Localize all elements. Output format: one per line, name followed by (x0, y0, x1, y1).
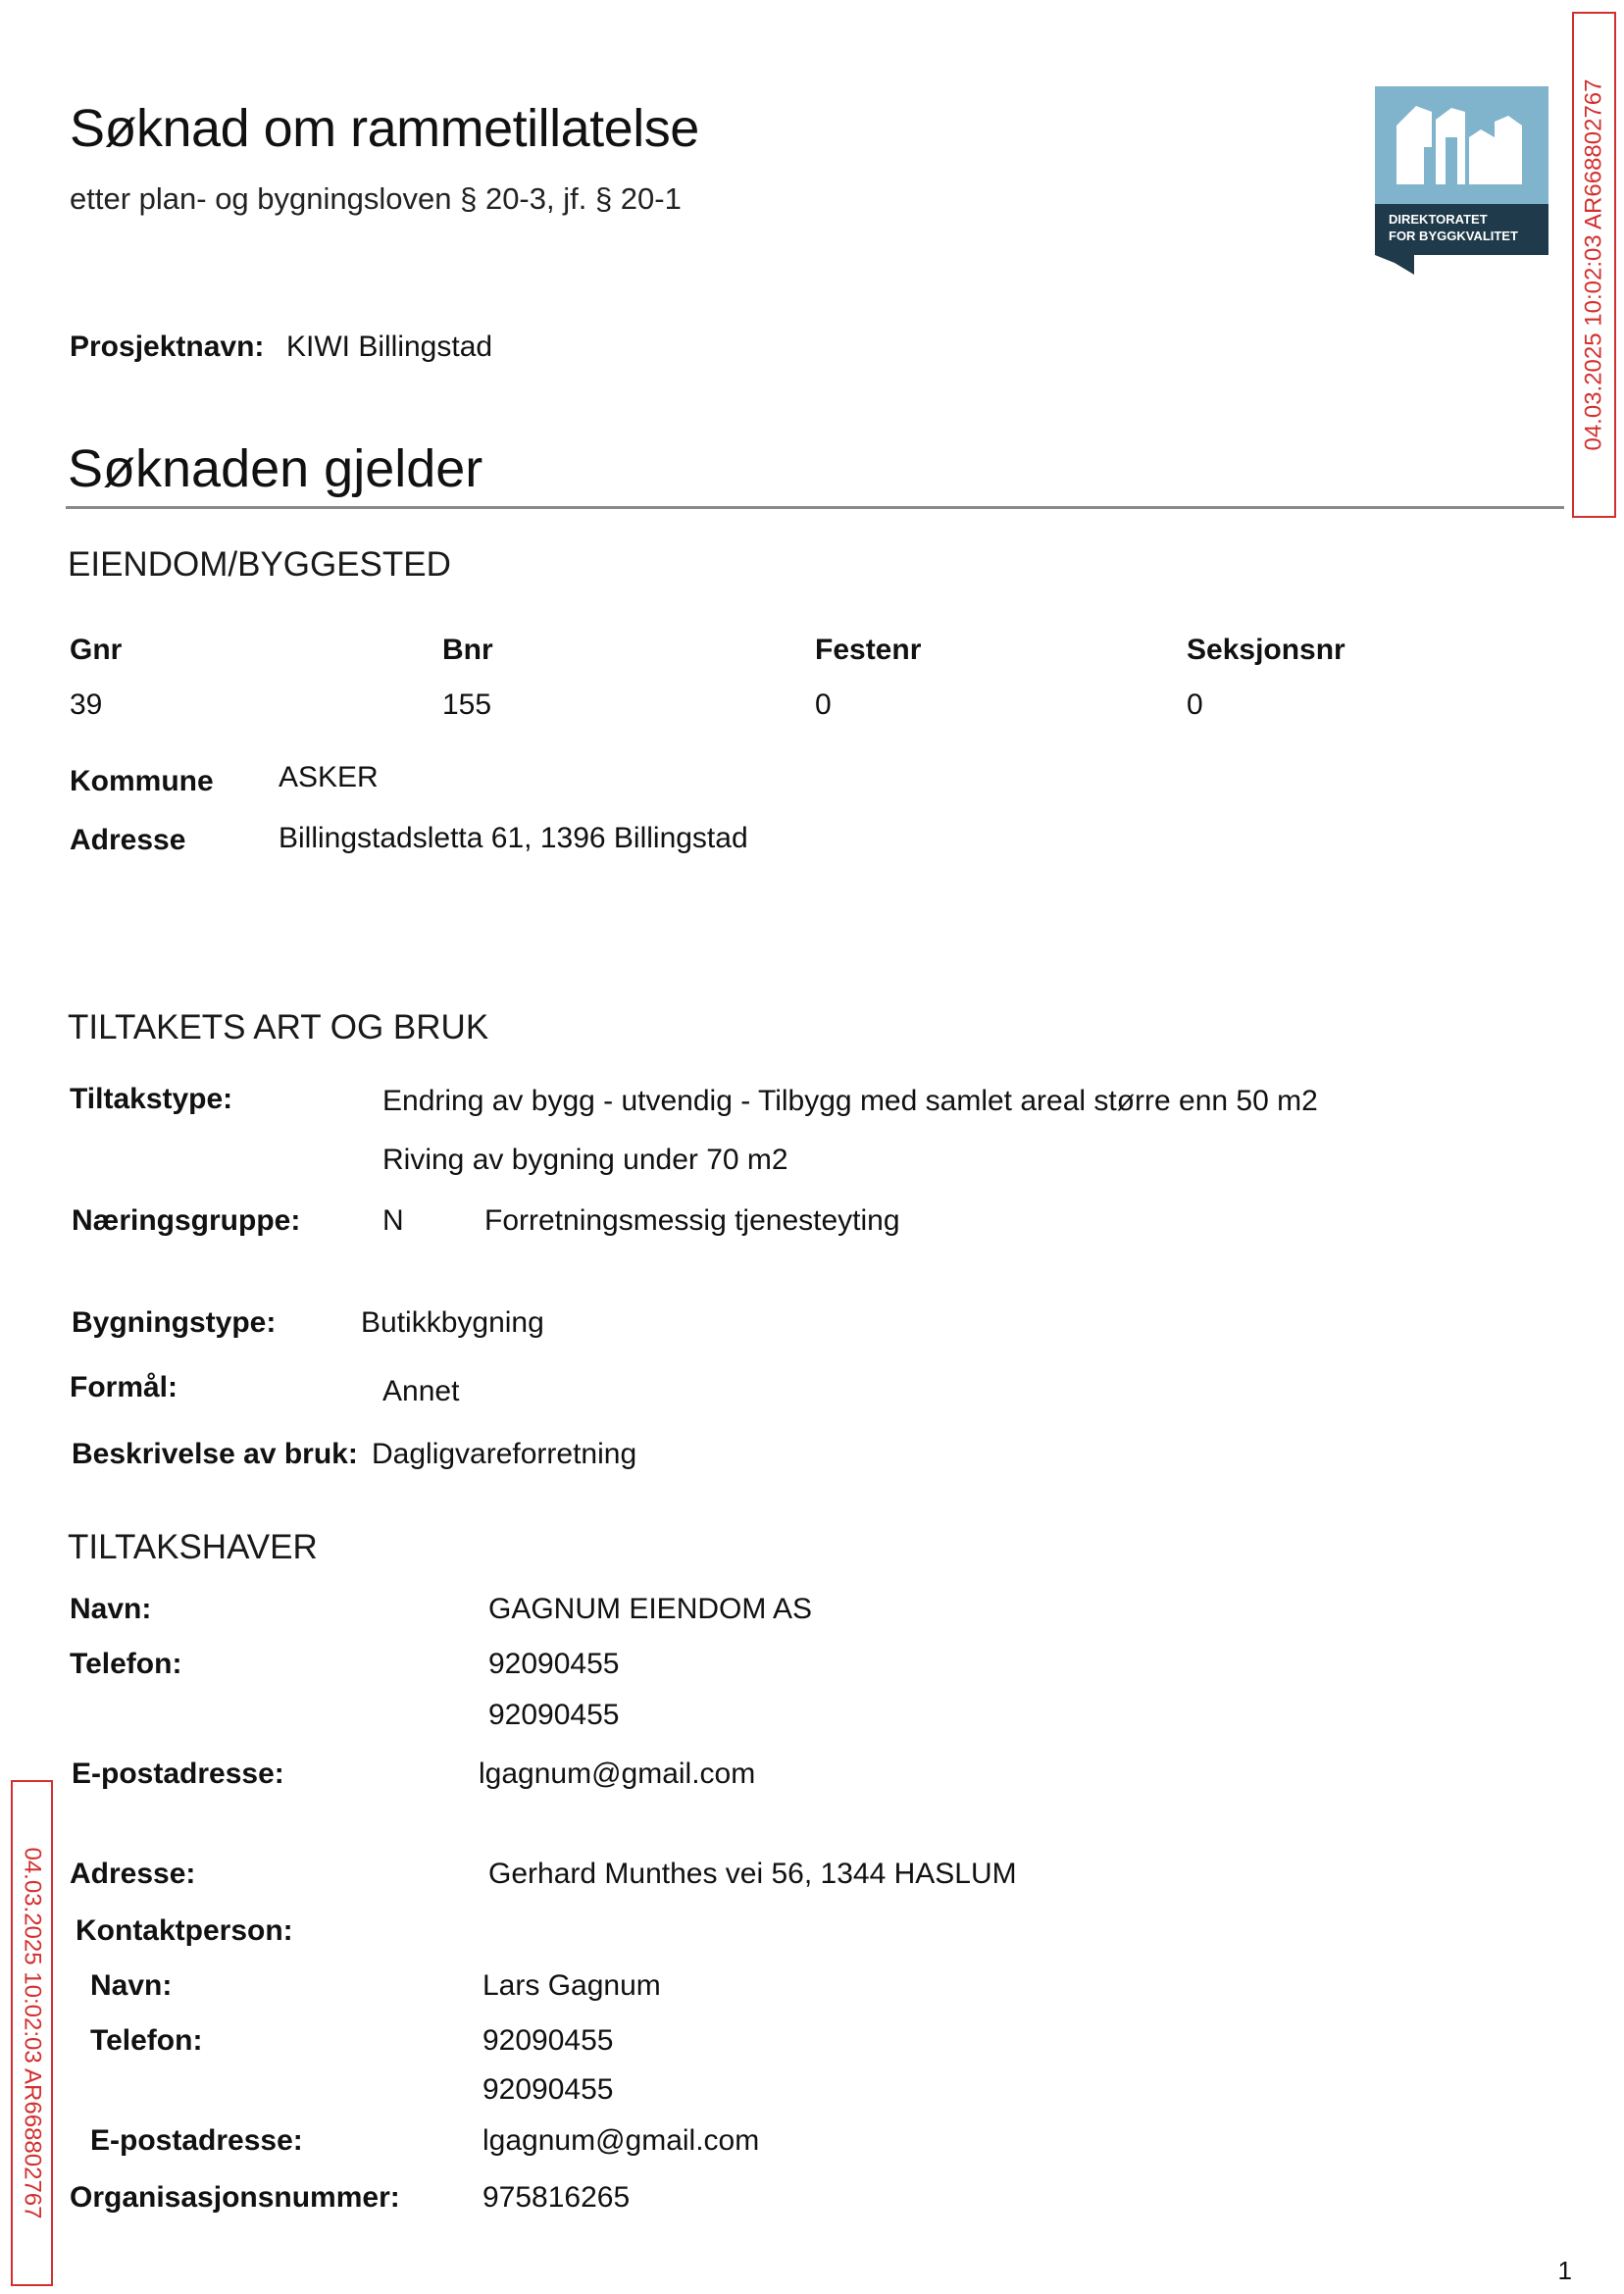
orgnr-value: 975816265 (482, 2181, 631, 2214)
project-name-value: KIWI Billingstad (286, 331, 493, 363)
receipt-stamp-top-text: 04.03.2025 10:02:03 AR668802767 (1580, 78, 1607, 451)
bygningstype-value: Butikkbygning (361, 1306, 544, 1339)
dibk-logo-icon (1375, 86, 1548, 275)
tiltakshaver-epost-value: lgagnum@gmail.com (479, 1758, 756, 1790)
gnr-value: 39 (70, 688, 103, 721)
beskrivelse-value: Dagligvareforretning (372, 1438, 637, 1470)
tiltakstype-value-1: Endring av bygg - utvendig - Tilbygg med samlet areal større enn 50 m2 (382, 1085, 1318, 1117)
seksjonsnr-label: Seksjonsnr (1187, 634, 1345, 666)
formaal-label: Formål: (70, 1371, 178, 1403)
tiltakshaver-navn-value: GAGNUM EIENDOM AS (488, 1593, 813, 1625)
orgnr-label: Organisasjonsnummer: (70, 2181, 400, 2214)
bygningstype-label: Bygningstype: (72, 1306, 277, 1339)
receipt-stamp-top (1572, 12, 1616, 518)
tiltakshaver-telefon-label: Telefon: (70, 1648, 182, 1680)
tiltak-heading: TILTAKETS ART OG BRUK (68, 1008, 489, 1046)
kontakt-telefon-label: Telefon: (90, 2024, 203, 2057)
page-number: 1 (1557, 2256, 1572, 2285)
naeringsgruppe-label: Næringsgruppe: (72, 1204, 301, 1237)
adresse-value: Billingstadsletta 61, 1396 Billingstad (279, 822, 748, 854)
receipt-stamp-left-text: 04.03.2025 10:02:03 AR668802767 (19, 1847, 46, 2219)
formaal-value: Annet (382, 1375, 460, 1407)
project-name-label: Prosjektnavn: (70, 331, 265, 363)
kontakt-telefon-value-1: 92090455 (482, 2024, 614, 2057)
kommune-value: ASKER (279, 761, 379, 793)
tiltakstype-label: Tiltakstype: (70, 1083, 233, 1115)
tiltakshaver-adresse-value: Gerhard Munthes vei 56, 1344 HASLUM (488, 1858, 1017, 1890)
adresse-label: Adresse (70, 824, 186, 856)
bnr-value: 155 (442, 688, 492, 721)
logo-text-line2: FOR BYGGKVALITET (1389, 229, 1518, 243)
kommune-label: Kommune (70, 765, 214, 797)
tiltakshaver-epost-label: E-postadresse: (72, 1758, 284, 1790)
kontaktperson-label: Kontaktperson: (76, 1914, 293, 1947)
kontakt-navn-value: Lars Gagnum (482, 1969, 661, 2002)
kontakt-epost-label: E-postadresse: (90, 2124, 303, 2157)
naeringsgruppe-code: N (382, 1204, 404, 1237)
beskrivelse-label: Beskrivelse av bruk: (72, 1438, 358, 1470)
dibk-logo (1375, 86, 1548, 275)
festenr-value: 0 (815, 688, 832, 721)
kontakt-epost-value: lgagnum@gmail.com (482, 2124, 760, 2157)
tiltakstype-value-2: Riving av bygning under 70 m2 (382, 1144, 788, 1176)
section-title: Søknaden gjelder (68, 439, 483, 498)
kontakt-navn-label: Navn: (90, 1969, 173, 2002)
tiltakshaver-adresse-label: Adresse: (70, 1858, 196, 1890)
logo-text-line1: DIREKTORATET (1389, 212, 1488, 227)
naeringsgruppe-value: Forretningsmessig tjenesteyting (484, 1204, 900, 1237)
tiltakshaver-telefon-value-2: 92090455 (488, 1699, 620, 1731)
kontakt-telefon-value-2: 92090455 (482, 2073, 614, 2106)
festenr-label: Festenr (815, 634, 922, 666)
receipt-stamp-left (11, 1780, 53, 2286)
gnr-label: Gnr (70, 634, 123, 666)
document-subtitle: etter plan- og bygningsloven § 20-3, jf. § 20-1 (70, 181, 682, 216)
bnr-label: Bnr (442, 634, 493, 666)
tiltakshaver-navn-label: Navn: (70, 1593, 152, 1625)
section-divider (66, 506, 1564, 509)
tiltakshaver-heading: TILTAKSHAVER (68, 1528, 318, 1566)
tiltakshaver-telefon-value-1: 92090455 (488, 1648, 620, 1680)
document-title: Søknad om rammetillatelse (70, 99, 699, 158)
eiendom-heading: EIENDOM/BYGGESTED (68, 545, 451, 584)
seksjonsnr-value: 0 (1187, 688, 1203, 721)
